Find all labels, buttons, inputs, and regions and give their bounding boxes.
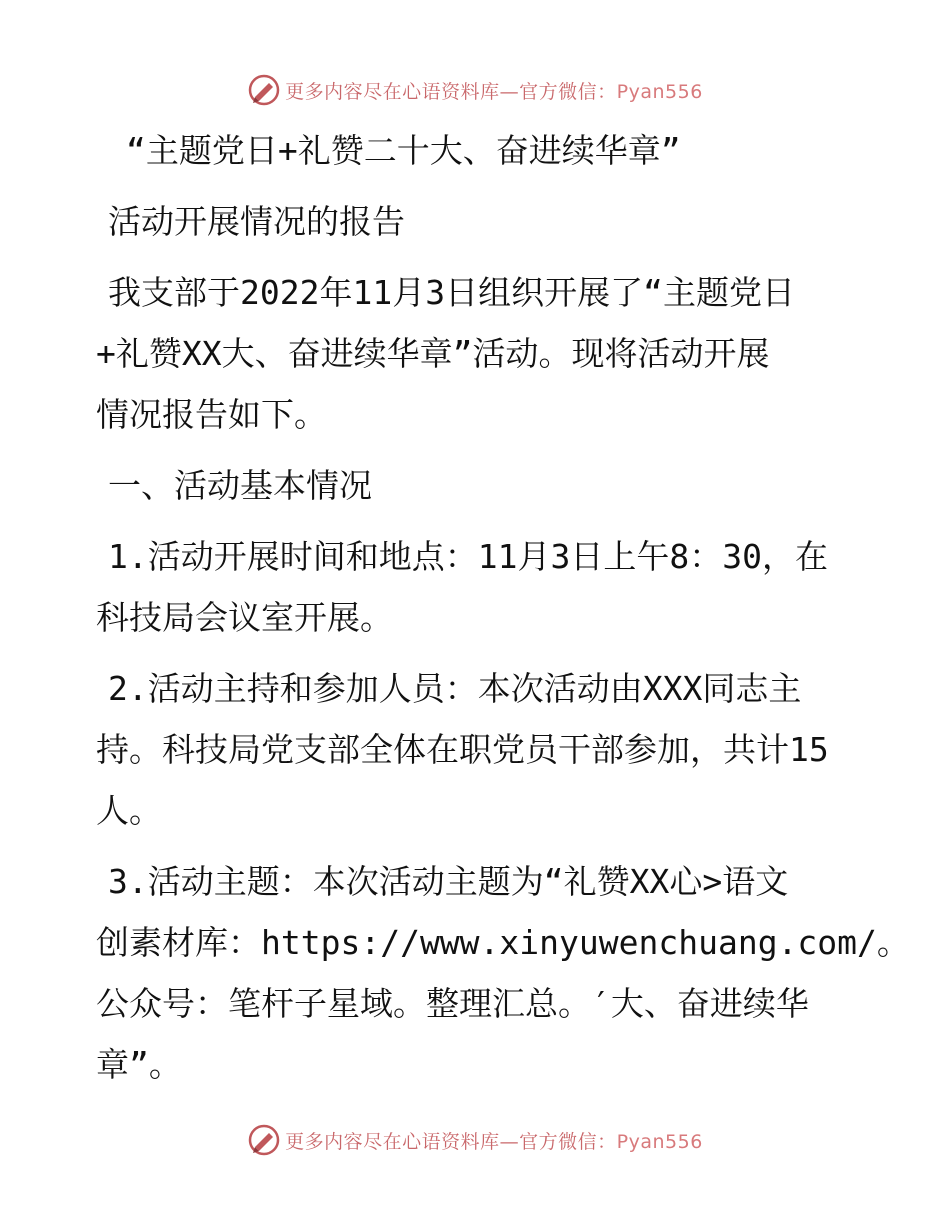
item-line: 科技局会议室开展。: [96, 598, 393, 637]
document-subtitle: 活动开展情况的报告: [108, 202, 405, 241]
top-watermark: [0, 70, 950, 110]
pen-logo-icon: [247, 1123, 281, 1157]
watermark-text: 更多内容尽在心语资料库—官方微信：: [285, 80, 617, 103]
watermark-wechat-id: Pyan556: [616, 1130, 703, 1153]
watermark-wechat-id: Pyan556: [616, 80, 703, 103]
item-line: 章”。: [96, 1045, 182, 1084]
pen-logo-icon: [247, 73, 281, 107]
intro-line: +礼赞XX大、奋进续华章”活动。现将活动开展: [96, 334, 770, 373]
item-line: 人。: [96, 791, 162, 830]
intro-line: 情况报告如下。: [96, 395, 327, 434]
item-paragraph-1: [96, 526, 866, 648]
item-line: 创素材库：https://www.xinyuwenchuang.com/。: [96, 923, 910, 962]
document-body: [96, 120, 910, 1105]
item-line: 2.活动主持和参加人员：本次活动由XXX同志主: [108, 669, 802, 708]
item-line: 公众号：笔杆子星域。整理汇总。′大、奋进续华: [96, 984, 809, 1023]
intro-paragraph: [96, 262, 866, 445]
section-heading: 一、活动基本情况: [108, 466, 372, 505]
intro-line: 我支部于2022年11月3日组织开展了“主题党日: [108, 273, 795, 312]
item-paragraph-3: [96, 851, 910, 1095]
item-line: 持。科技局党支部全体在职党员干部参加，共计15: [96, 730, 829, 769]
item-paragraph-2: [96, 658, 866, 841]
watermark-text: 更多内容尽在心语资料库—官方微信：: [285, 1130, 617, 1153]
bottom-watermark: [0, 1120, 950, 1160]
item-line: 1.活动开展时间和地点：11月3日上午8：30，在: [108, 537, 828, 576]
document-title: “主题党日+礼赞二十大、奋进续华章”: [126, 131, 681, 170]
item-line: 3.活动主题：本次活动主题为“礼赞XX心>语文: [108, 862, 789, 901]
